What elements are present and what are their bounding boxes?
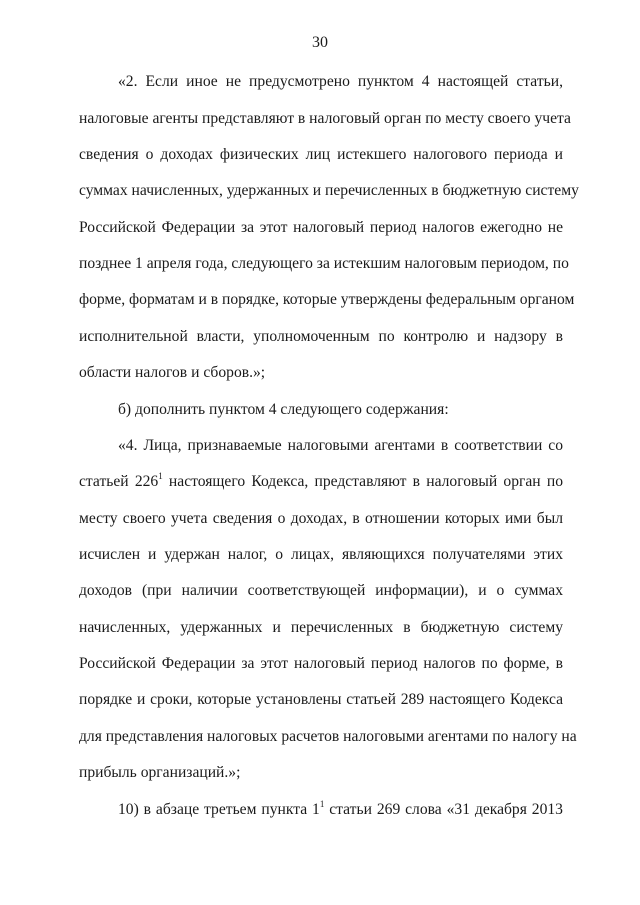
text-line: Российской Федерации за этот налоговый период налогов ежегодно не [79, 219, 563, 236]
text-line: прибыль организаций.»; [79, 764, 241, 781]
text-line: для представления налоговых расчетов налоговыми агентами по налогу на [79, 728, 577, 745]
text-line [118, 800, 563, 820]
text-line: б) дополнить пунктом 4 следующего содержания: [118, 401, 449, 418]
superscript: 1 [158, 471, 163, 481]
text-line [79, 472, 563, 492]
text-line: «4. Лица, признаваемые налоговыми агентами в соответствии со [118, 437, 563, 454]
text-line: «2. Если иное не предусмотрено пунктом 4 настоящей статьи, [118, 73, 563, 90]
text-line: суммах начисленных, удержанных и перечисленных в бюджетную систему [79, 182, 579, 199]
text-fragment: статьей 226 [79, 473, 159, 490]
text-line: исполнительной власти, уполномоченным по контролю и надзору в [79, 328, 563, 345]
text-line: позднее 1 апреля года, следующего за истекшим налоговым периодом, по [79, 255, 569, 272]
text-line: налоговые агенты представляют в налоговый орган по месту своего учета [79, 110, 571, 127]
text-line: сведения о доходах физических лиц истекшего налогового периода и [79, 146, 563, 163]
text-line: Российской Федерации за этот налоговый период налогов по форме, в [79, 655, 563, 672]
text-line: начисленных, удержанных и перечисленных в бюджетную систему [79, 619, 563, 636]
text-fragment: настоящего Кодекса, представляют в налоговый орган по [162, 473, 563, 490]
text-line: области налогов и сборов.»; [79, 364, 266, 381]
superscript: 1 [319, 799, 325, 809]
text-line: форме, форматам и в порядке, которые утверждены федеральным органом [79, 291, 575, 308]
text-fragment: 10) в абзаце третьем пункта 1 [118, 801, 320, 818]
text-line: исчислен и удержан налог, о лицах, являющихся получателями этих [79, 546, 563, 563]
text-line: месту своего учета сведения о доходах, в отношении которых ими был [79, 510, 563, 527]
text-fragment: статьи 269 слова «31 декабря 2013 [324, 801, 563, 818]
text-line: порядке и сроки, которые установлены статьей 289 настоящего Кодекса [79, 691, 563, 708]
text-line: доходов (при наличии соответствующей информации), и о суммах [79, 582, 563, 599]
page-number: 30 [312, 34, 328, 51]
